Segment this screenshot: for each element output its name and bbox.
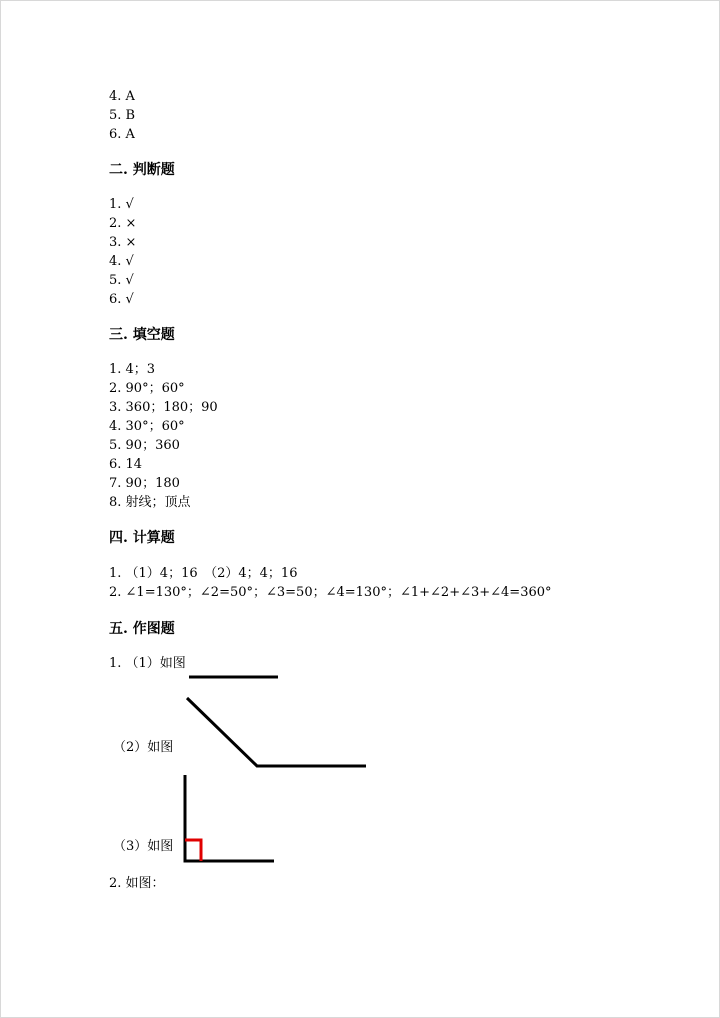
answer-judgement-2: 2. × bbox=[109, 216, 137, 231]
section-drawing-title: 五. 作图题 bbox=[109, 621, 175, 637]
drawing-q1-label: 1. （1）如图 bbox=[109, 656, 186, 671]
section-fill-title: 三. 填空题 bbox=[109, 327, 175, 343]
answer-calc-1: 1. （1）4；16 （2）4；4；16 bbox=[109, 566, 298, 581]
answer-fill-1: 1. 4；3 bbox=[109, 362, 156, 377]
drawing-q1-sub2-label: （2）如图 bbox=[113, 740, 174, 755]
answer-fill-6: 6. 14 bbox=[109, 457, 143, 472]
answer-fill-4: 4. 30°；60° bbox=[109, 419, 185, 434]
answer-fill-3: 3. 360；180；90 bbox=[109, 400, 218, 415]
answer-fill-8: 8. 射线；顶点 bbox=[109, 495, 191, 510]
answer-judgement-6: 6. √ bbox=[109, 292, 134, 307]
answer-choice-5: 5. B bbox=[109, 108, 136, 123]
answer-judgement-5: 5. √ bbox=[109, 273, 134, 288]
drawing-q2-label: 2. 如图： bbox=[109, 876, 165, 891]
answer-fill-5: 5. 90；360 bbox=[109, 438, 180, 453]
section-calc-title: 四. 计算题 bbox=[109, 530, 175, 546]
figure-3-right-angle bbox=[185, 775, 274, 861]
figure-2-angle bbox=[187, 698, 366, 766]
section-judgement-title: 二. 判断题 bbox=[109, 162, 175, 178]
answer-judgement-4: 4. √ bbox=[109, 254, 134, 269]
answer-fill-2: 2. 90°；60° bbox=[109, 381, 185, 396]
answer-choice-4: 4. A bbox=[109, 89, 135, 104]
answer-choice-6: 6. A bbox=[109, 127, 135, 142]
answer-fill-7: 7. 90；180 bbox=[109, 476, 180, 491]
answer-judgement-3: 3. × bbox=[109, 235, 137, 250]
drawing-q1-sub3-label: （3）如图 bbox=[113, 839, 174, 854]
right-angle-mark bbox=[185, 840, 201, 861]
answer-calc-2: 2. ∠1=130°；∠2=50°；∠3=50；∠4=130°；∠1+∠2+∠3+∠4=360° bbox=[109, 585, 552, 600]
answer-judgement-1: 1. √ bbox=[109, 197, 134, 212]
